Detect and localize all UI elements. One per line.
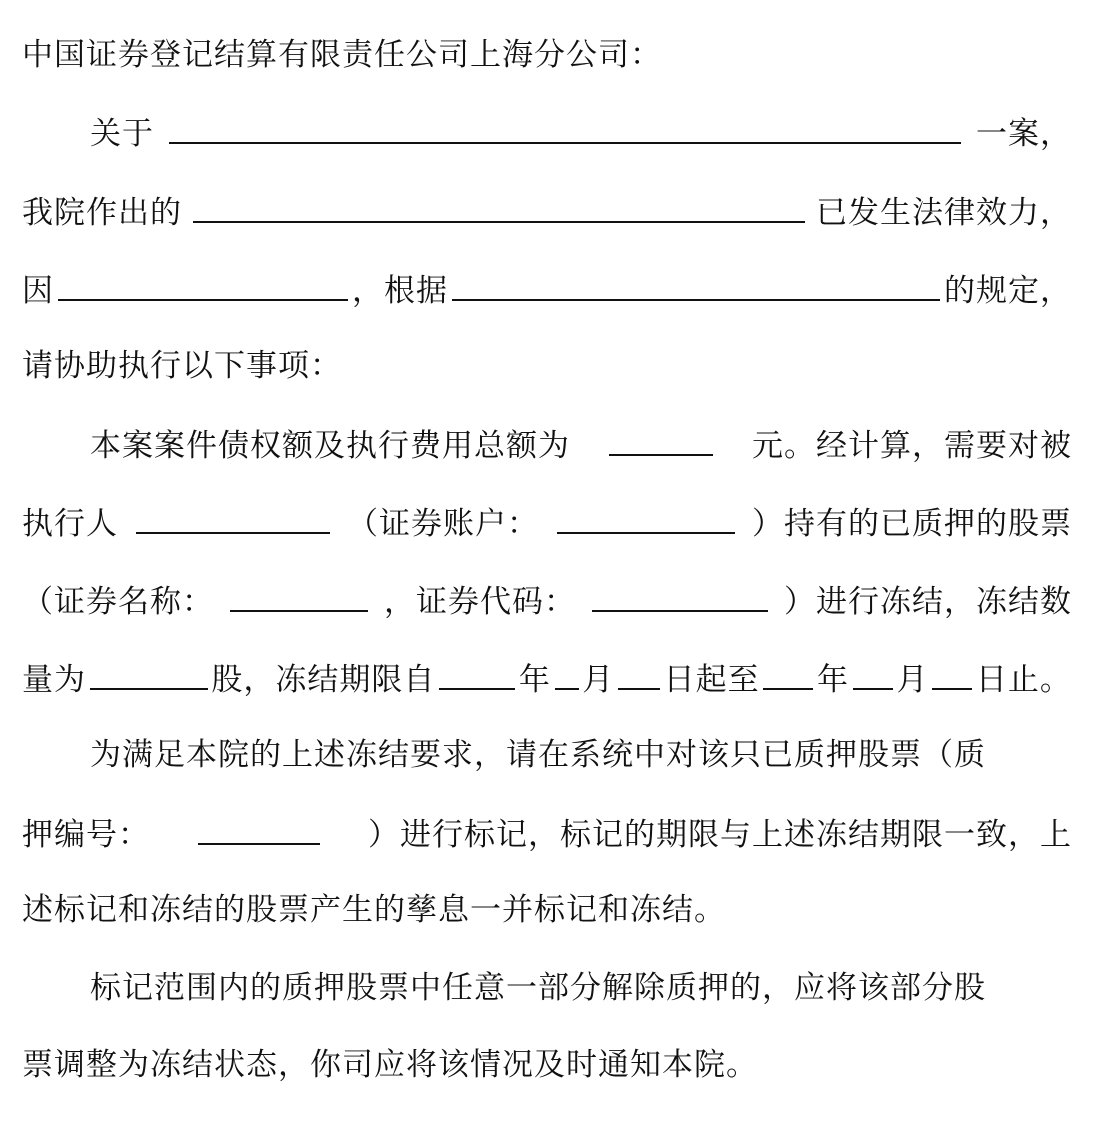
pledge-number-label: 押编号：	[22, 817, 150, 853]
security-line	[22, 580, 1072, 618]
security-name-label: （证券名称：	[22, 584, 214, 620]
amount-suffix: 元。经计算，需要对被	[752, 428, 1072, 464]
release-line: 标记范围内的质押股票中任意一部分解除质押的，应将该部分股	[90, 970, 986, 1006]
pledge-number-blank	[198, 813, 320, 845]
case-prefix: 关于	[90, 116, 154, 152]
judgment-blank	[193, 191, 805, 223]
start-month-label: 月	[582, 662, 615, 698]
security-name-blank	[230, 580, 368, 612]
case-suffix: 一案，	[976, 116, 1072, 152]
period-from-label: 股，冻结期限自	[211, 662, 436, 698]
end-day-blank	[932, 658, 972, 690]
judgment-suffix: 已发生法律效力，	[816, 195, 1072, 231]
period-to-label: 日起至	[663, 662, 760, 698]
end-year-blank	[763, 658, 813, 690]
quantity-blank	[90, 658, 208, 690]
security-suffix: ）进行冻结，冻结数	[784, 584, 1072, 620]
security-code-label: ，证券代码：	[384, 584, 576, 620]
pledge-number-suffix: ）进行标记，标记的期限与上述冻结期限一致，上	[368, 817, 1072, 853]
executee-line	[22, 502, 1072, 540]
account-label: （证券账户：	[347, 506, 539, 542]
case-line	[90, 112, 1072, 150]
end-month-blank	[853, 658, 893, 690]
basis-prefix: 因	[22, 273, 54, 309]
start-day-blank	[618, 658, 660, 690]
end-year-label: 年	[817, 662, 850, 698]
reason-blank	[58, 269, 348, 301]
basis-line	[22, 269, 1072, 307]
executee-suffix: ）持有的已质押的股票	[752, 506, 1072, 542]
start-month-blank	[555, 658, 579, 690]
start-year-blank	[439, 658, 515, 690]
executee-prefix: 执行人	[22, 506, 118, 542]
executee-blank	[136, 502, 330, 534]
quantity-label: 量为	[22, 662, 86, 698]
freeze-period-line	[22, 658, 1072, 696]
notify-line: 票调整为冻结状态，你司应将该情况及时通知本院。	[22, 1047, 758, 1083]
end-month-label: 月	[896, 662, 929, 698]
amount-prefix: 本案案件债权额及执行费用总额为	[90, 428, 570, 464]
interest-line: 述标记和冻结的股票产生的孳息一并标记和冻结。	[22, 892, 726, 928]
end-day-label: 日止。	[975, 662, 1072, 698]
mark-request-line: 为满足本院的上述冻结要求，请在系统中对该只已质押股票（质	[90, 737, 986, 773]
pledge-number-line	[22, 813, 1072, 851]
basis-suffix: 的规定，	[944, 273, 1072, 309]
request-line: 请协助执行以下事项：	[22, 348, 342, 384]
amount-blank	[609, 424, 713, 456]
addressee-line: 中国证券登记结算有限责任公司上海分公司：	[22, 37, 662, 73]
case-blank	[169, 112, 961, 144]
amount-line	[90, 424, 1072, 462]
start-year-label: 年	[518, 662, 551, 698]
basis-middle: ，根据	[352, 273, 448, 309]
judgment-line	[22, 191, 1072, 229]
account-blank	[557, 502, 735, 534]
security-code-blank	[592, 580, 768, 612]
judgment-prefix: 我院作出的	[22, 195, 182, 231]
law-basis-blank	[452, 269, 940, 301]
